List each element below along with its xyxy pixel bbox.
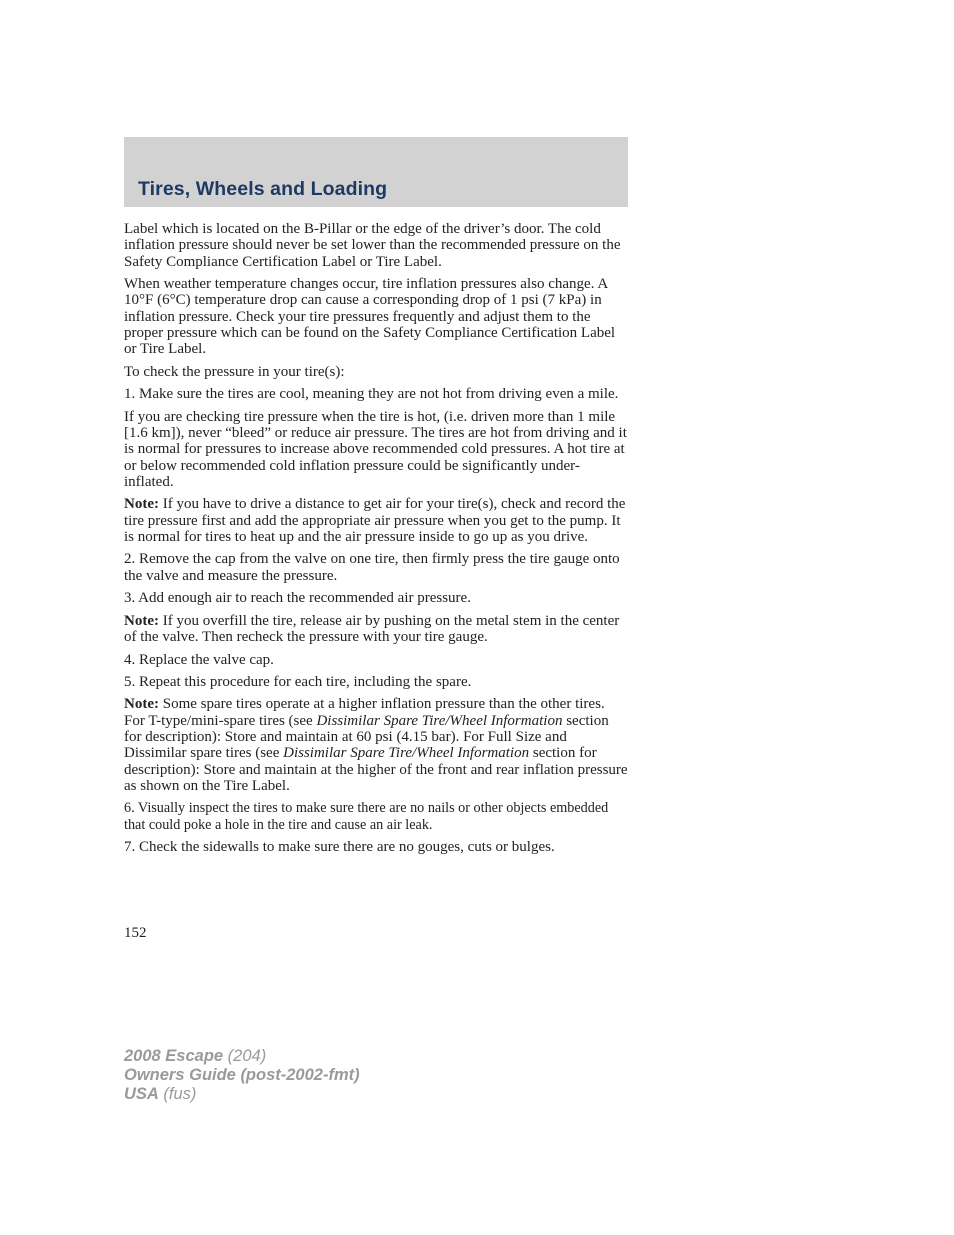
step-6: 6. Visually inspect the tires to make sure there are no nails or other objects embedded that could poke a hole in the tire and cause an air leak. xyxy=(124,800,609,833)
footer-line-model: 2008 Escape (204) xyxy=(124,1047,267,1065)
paragraph: When weather temperature changes occur, tire inflation pressures also change. A 10°F (6°C) temperature drop can cause a corresponding drop of 1 psi (7 kPa) in inflation pressure. Check your tire pressures frequently and adjust them to the proper pressure which can be found on the Safety Compliance Certification Label or Tire Label. xyxy=(124,276,616,358)
note xyxy=(124,696,628,794)
cross-reference: Dissimilar Spare Tire/Wheel Information xyxy=(283,745,530,762)
document-footer xyxy=(124,1047,360,1104)
note-text: If you have to drive a distance to get air for your tire(s), check and record the tire pressure first and add the appropriate air pressure when you get to the pump. It is normal for tires to heat up and the air pressure inside to go up as you drive. xyxy=(124,496,626,545)
note xyxy=(124,613,628,646)
paragraph: To check the pressure in your tire(s): xyxy=(124,363,345,380)
step-5: 5. Repeat this procedure for each tire, including the spare. xyxy=(124,674,472,690)
step-4: 4. Replace the valve cap. xyxy=(124,651,274,668)
footer-line-guide: Owners Guide (post-2002-fmt) xyxy=(124,1066,360,1084)
page-body xyxy=(124,221,628,862)
paragraph: If you are checking tire pressure when the tire is hot, (i.e. driven more than 1 mile [1.6 km]), never “bleed” or reduce air pressure. The tires are hot from driving and it is normal for pressures to increase above recommended cold pressures. A hot tire at or below recommended cold inflation pressure could be significantly under-inflated. xyxy=(124,408,627,490)
section-header-band xyxy=(124,137,628,207)
note-label: Note: xyxy=(124,696,159,713)
note-text: section for description): Store and maintain at the higher of the front and rear inflation pressure as shown on the Tire Label. xyxy=(124,745,628,794)
cross-reference: Dissimilar Spare Tire/Wheel Information xyxy=(316,712,563,729)
note-text: Some spare tires operate at a higher inflation pressure than the other tires. For T-type/mini-spare tires (see xyxy=(124,696,605,729)
step-7: 7. Check the sidewalls to make sure there are no gouges, cuts or bulges. xyxy=(124,839,555,856)
page-number: 152 xyxy=(124,925,147,941)
section-title: Tires, Wheels and Loading xyxy=(138,178,388,200)
note-text: If you overfill the tire, release air by pushing on the metal stem in the center of the valve. Then recheck the pressure with your tire gauge. xyxy=(124,612,620,646)
step-1: 1. Make sure the tires are cool, meaning they are not hot from driving even a mile. xyxy=(124,386,619,403)
note xyxy=(124,496,628,545)
note-text: section for description): Store and maintain at 60 psi (4.15 bar). For Full Size and Dissimilar spare tires (see xyxy=(124,712,609,762)
note-label: Note: xyxy=(124,496,159,513)
note-label: Note: xyxy=(124,612,159,629)
paragraph: Label which is located on the B-Pillar or the edge of the driver’s door. The cold inflation pressure should never be set lower than the recommended pressure on the Safety Compliance Certification Label or Tire Label. xyxy=(124,221,621,270)
footer-line-market: USA (fus) xyxy=(124,1085,197,1103)
step-2: 2. Remove the cap from the valve on one tire, then firmly press the tire gauge onto the valve and measure the pressure. xyxy=(124,551,620,584)
step-3: 3. Add enough air to reach the recommended air pressure. xyxy=(124,590,471,607)
